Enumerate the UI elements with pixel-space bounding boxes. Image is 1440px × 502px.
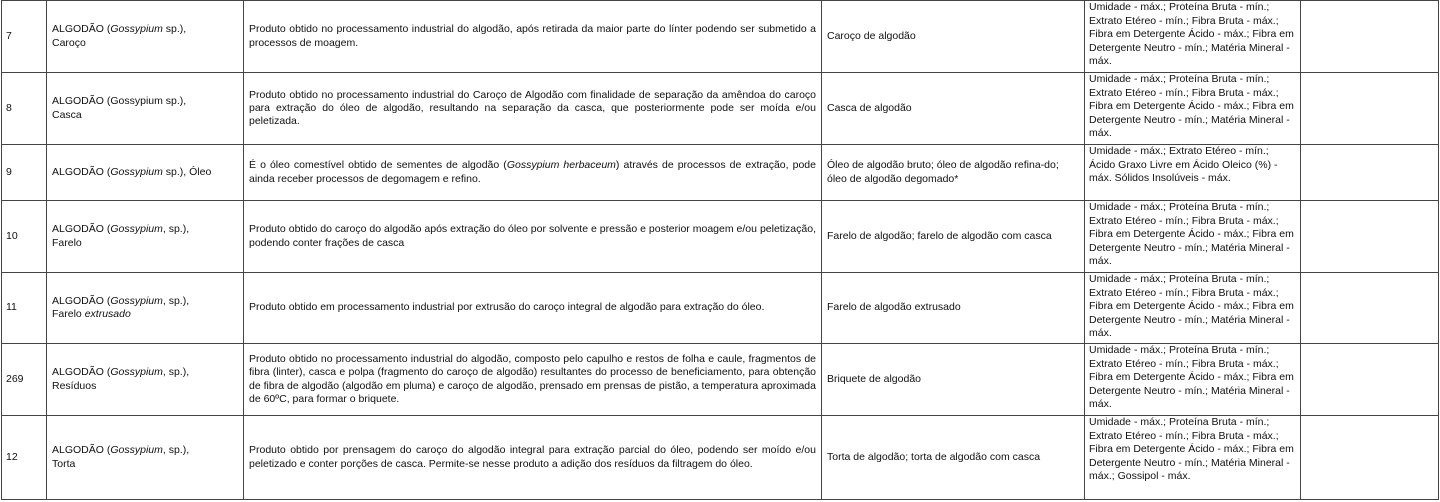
ingredient-parameters: Umidade - máx.; Proteína Bruta - mín.; Extrato Etéreo - mín.; Fibra Bruta - máx.; Fibra em Detergente Ácido - máx.; Fibra em Detergente Neutro - mín.; Matéria Mineral - máx. [1085, 201, 1301, 273]
empty-cell [1301, 1, 1439, 73]
ingredient-parameters: Umidade - máx.; Proteína Bruta - mín.; Extrato Etéreo - mín.; Fibra Bruta - máx.; Fibra em Detergente Ácido - máx.; Fibra em Detergente Neutro - mín.; Matéria Mineral - máx. [1085, 1, 1301, 73]
empty-cell [1301, 344, 1439, 416]
row-number: 7 [2, 1, 47, 73]
ingredient-names: Farelo de algodão extrusado [822, 273, 1085, 344]
row-number: 269 [2, 344, 47, 416]
ingredient-definition: Produto obtido em processamento industrial por extrusão do caroço integral de algodão para extração do óleo. [244, 273, 822, 344]
ingredient-definition: Produto obtido no processamento industrial do Caroço de Algodão com finalidade de separação da amêndoa do caroço para extração do óleo de algodão, resultando na separação da casca, que posteriormente pode ser moída e/ou peletizada. [244, 73, 822, 145]
ingredient-definition: Produto obtido no processamento industrial do algodão, após retirada da maior parte do línter podendo ser submetido a processos de moagem. [244, 1, 822, 73]
empty-cell [1301, 145, 1439, 201]
ingredient-names: Óleo de algodão bruto; óleo de algodão refina-do; óleo de algodão degomado* [822, 145, 1085, 201]
ingredient-names: Caroço de algodão [822, 1, 1085, 73]
row-number: 11 [2, 273, 47, 344]
table-row [2, 201, 1439, 273]
ingredient-parameters: Umidade - máx.; Proteína Bruta - mín.; Extrato Etéreo - mín.; Fibra Bruta - máx.; Fibra em Detergente Ácido - máx.; Fibra em Detergente Neutro - mín.; Matéria Mineral - máx. [1085, 273, 1301, 344]
ingredient-name: ALGODÃO (Gossypium, sp.), Resíduos [47, 344, 244, 416]
row-number: 9 [2, 145, 47, 201]
row-number: 12 [2, 416, 47, 500]
empty-cell [1301, 273, 1439, 344]
ingredient-name: ALGODÃO (Gossypium sp.), Óleo [47, 145, 244, 201]
ingredient-names: Torta de algodão; torta de algodão com casca [822, 416, 1085, 500]
ingredient-parameters: Umidade - máx.; Proteína Bruta - mín.; Extrato Etéreo - mín.; Fibra Bruta - máx.; Fibra em Detergente Ácido - máx.; Fibra em Detergente Neutro - mín.; Matéria Mineral - máx. [1085, 73, 1301, 145]
ingredient-parameters: Umidade - máx.; Proteína Bruta - mín.; Extrato Etéreo - mín.; Fibra Bruta - máx.; Fibra em Detergente Ácido - máx.; Fibra em Detergente Neutro - mín.; Matéria Mineral - máx. [1085, 344, 1301, 416]
table-row [2, 416, 1439, 500]
row-number: 8 [2, 73, 47, 145]
ingredient-name: ALGODÃO (Gossypium sp.), Casca [47, 73, 244, 145]
empty-cell [1301, 201, 1439, 273]
row-number: 10 [2, 201, 47, 273]
empty-cell [1301, 416, 1439, 500]
table-row [2, 73, 1439, 145]
ingredient-definition: Produto obtido por prensagem do caroço do algodão integral para extração parcial do óleo, podendo ser moído e/ou peletizado e conter porções de casca. Permite-se nesse produto a adição dos resíduos da filtragem do óleo. [244, 416, 822, 500]
ingredients-table [1, 0, 1439, 500]
ingredient-definition: Produto obtido no processamento industrial do algodão, composto pelo capulho e restos de folha e caule, fragmentos de fibra (linter), casca e polpa (fragmento do caroço de algodão) resultantes do processo de beneficiamento, para obtenção de fibra de algodão (algodão em pluma) e caroço de algodão, prensado em prensas de pistão, a temperatura aproximada de 60ºC, para formar o briquete. [244, 344, 822, 416]
table-row [2, 273, 1439, 344]
ingredient-parameters: Umidade - máx.; Extrato Etéreo - mín.; Ácido Graxo Livre em Ácido Oleico (%) - máx. Sólidos Insolúveis - máx. [1085, 145, 1301, 201]
ingredient-names: Farelo de algodão; farelo de algodão com casca [822, 201, 1085, 273]
ingredient-names: Casca de algodão [822, 73, 1085, 145]
ingredient-parameters: Umidade - máx.; Proteína Bruta - mín.; Extrato Etéreo - mín.; Fibra Bruta - máx.; Fibra em Detergente Ácido - máx.; Fibra em Detergente Neutro - mín.; Matéria Mineral - máx.; Gossipol - máx. [1085, 416, 1301, 500]
ingredient-definition: Produto obtido do caroço do algodão após extração do óleo por solvente e pressão e posterior moagem e/ou peletização, podendo conter frações de casca [244, 201, 822, 273]
empty-cell [1301, 73, 1439, 145]
table-row [2, 1, 1439, 73]
ingredient-names: Briquete de algodão [822, 344, 1085, 416]
ingredient-name: ALGODÃO (Gossypium, sp.), Torta [47, 416, 244, 500]
ingredient-name: ALGODÃO (Gossypium, sp.), Farelo extrusado [47, 273, 244, 344]
table-row [2, 344, 1439, 416]
ingredient-definition: É o óleo comestível obtido de sementes de algodão (Gossypium herbaceum) através de processos de extração, pode ainda receber processos de degomagem e refino. [244, 145, 822, 201]
table-row [2, 145, 1439, 201]
ingredient-name: ALGODÃO (Gossypium, sp.), Farelo [47, 201, 244, 273]
ingredient-name: ALGODÃO (Gossypium sp.), Caroço [47, 1, 244, 73]
